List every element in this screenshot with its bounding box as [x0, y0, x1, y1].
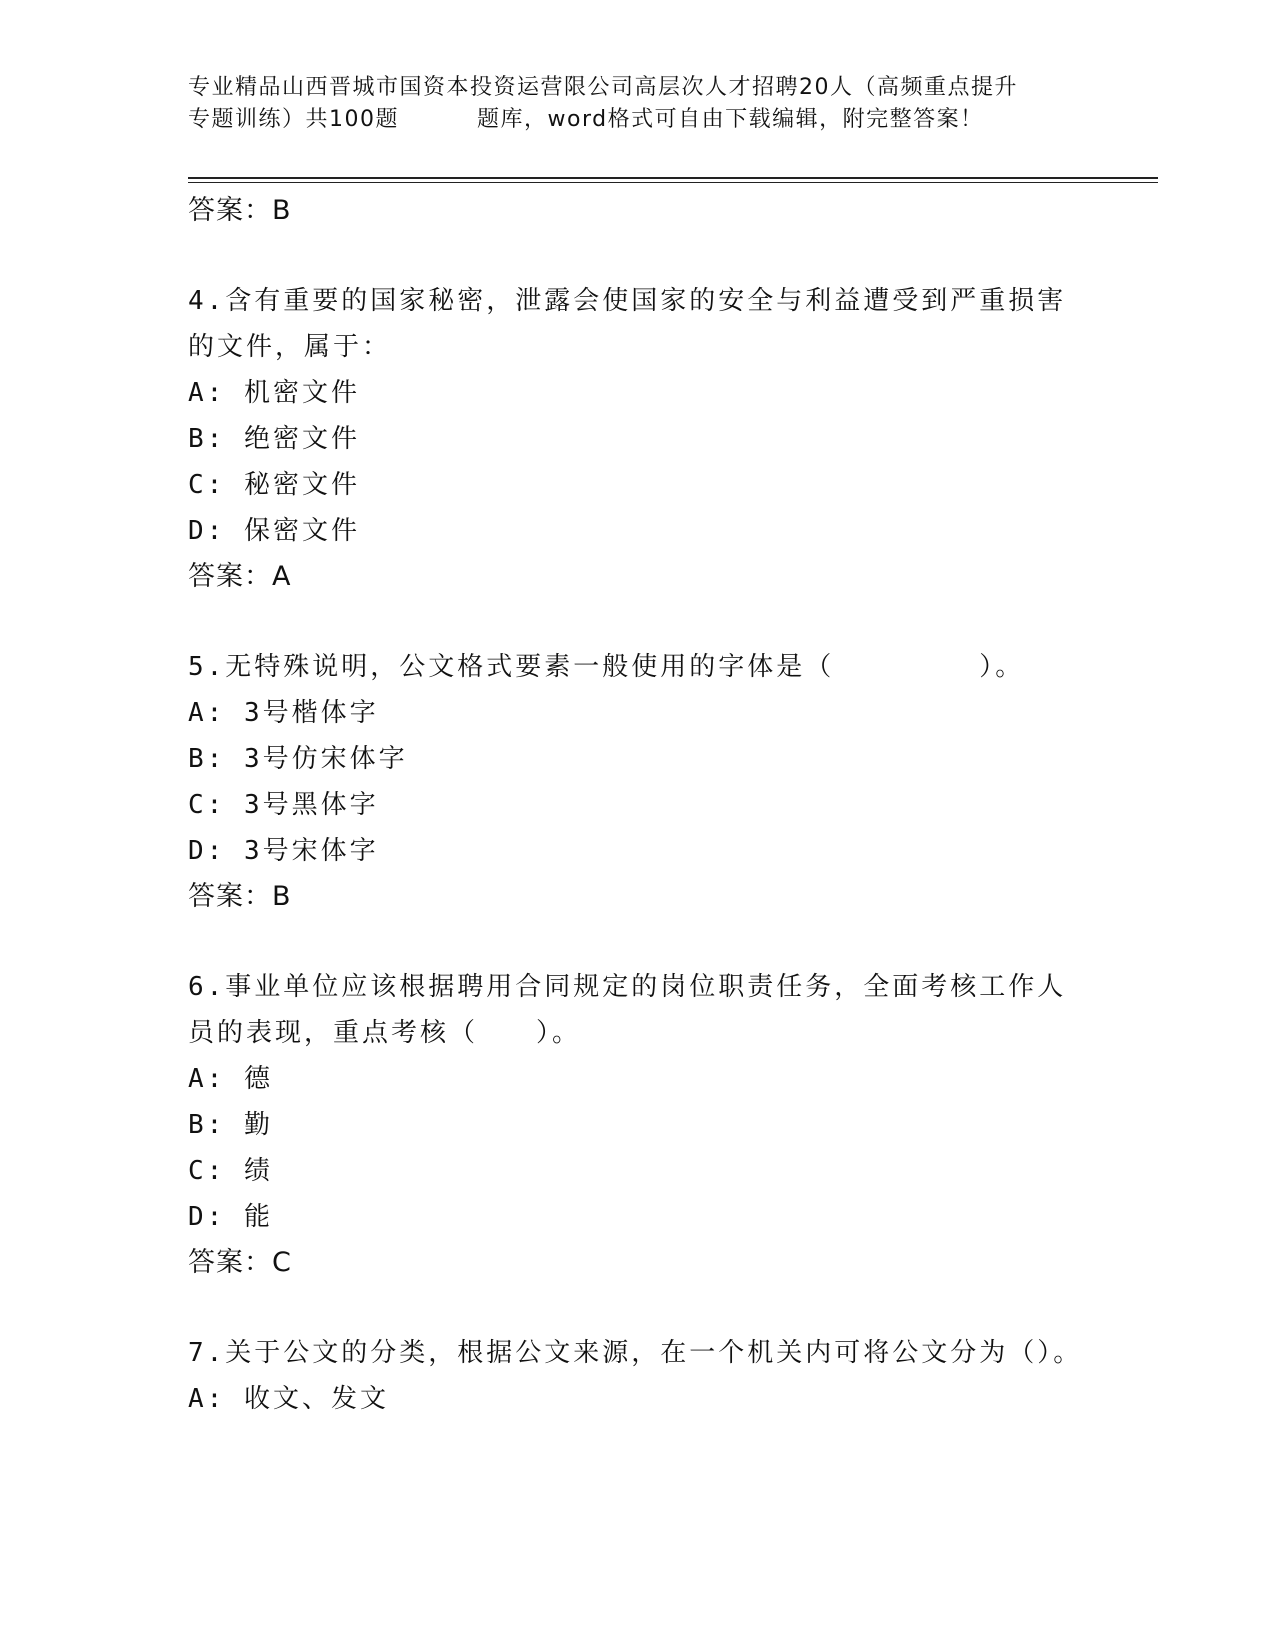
question-5: 5.无特殊说明，公文格式要素一般使用的字体是（ ）。	[188, 652, 1025, 682]
q6-option-b: B: 勤	[188, 1110, 273, 1140]
document-body	[188, 188, 1088, 1422]
header-line-1: 专业精品山西晋城市国资本投资运营限公司高层次人才招聘20人（高频重点提升	[188, 75, 1018, 100]
q7-option-a: A: 收文、发文	[188, 1384, 389, 1414]
q4-option-a: A: 机密文件	[188, 378, 360, 408]
header-line-2-part-a: 专题训练）共100题	[188, 107, 399, 132]
header-rule-thick	[188, 177, 1158, 179]
header-line-2-part-b: 题库，word格式可自由下载编辑，附完整答案！	[477, 107, 984, 132]
q5-option-b: B: 3号仿宋体字	[188, 744, 408, 774]
q5-option-c: C: 3号黑体字	[188, 790, 379, 820]
question-6: 6.事业单位应该根据聘用合同规定的岗位职责任务，全面考核工作人员的表现，重点考核（ ）。	[188, 972, 1067, 1048]
answer-3: 答案：B	[188, 195, 292, 226]
header-rule-thin	[188, 182, 1158, 183]
q4-option-b: B: 绝密文件	[188, 424, 360, 454]
q6-option-a: A: 德	[188, 1064, 273, 1094]
answer-6: 答案：C	[188, 1247, 292, 1278]
q6-option-c: C: 绩	[188, 1156, 273, 1186]
q4-option-d: D: 保密文件	[188, 516, 360, 546]
q5-option-a: A: 3号楷体字	[188, 698, 379, 728]
document-header	[188, 72, 1088, 136]
answer-4: 答案：A	[188, 561, 292, 592]
q4-option-c: C: 秘密文件	[188, 470, 360, 500]
header-line-2	[188, 104, 1088, 136]
answer-5: 答案：B	[188, 881, 292, 912]
question-7: 7.关于公文的分类，根据公文来源，在一个机关内可将公文分为（）。	[188, 1338, 1083, 1368]
q6-option-d: D: 能	[188, 1202, 273, 1232]
q5-option-d: D: 3号宋体字	[188, 836, 379, 866]
question-4: 4.含有重要的国家秘密，泄露会使国家的安全与利益遭受到严重损害的文件，属于：	[188, 286, 1067, 362]
